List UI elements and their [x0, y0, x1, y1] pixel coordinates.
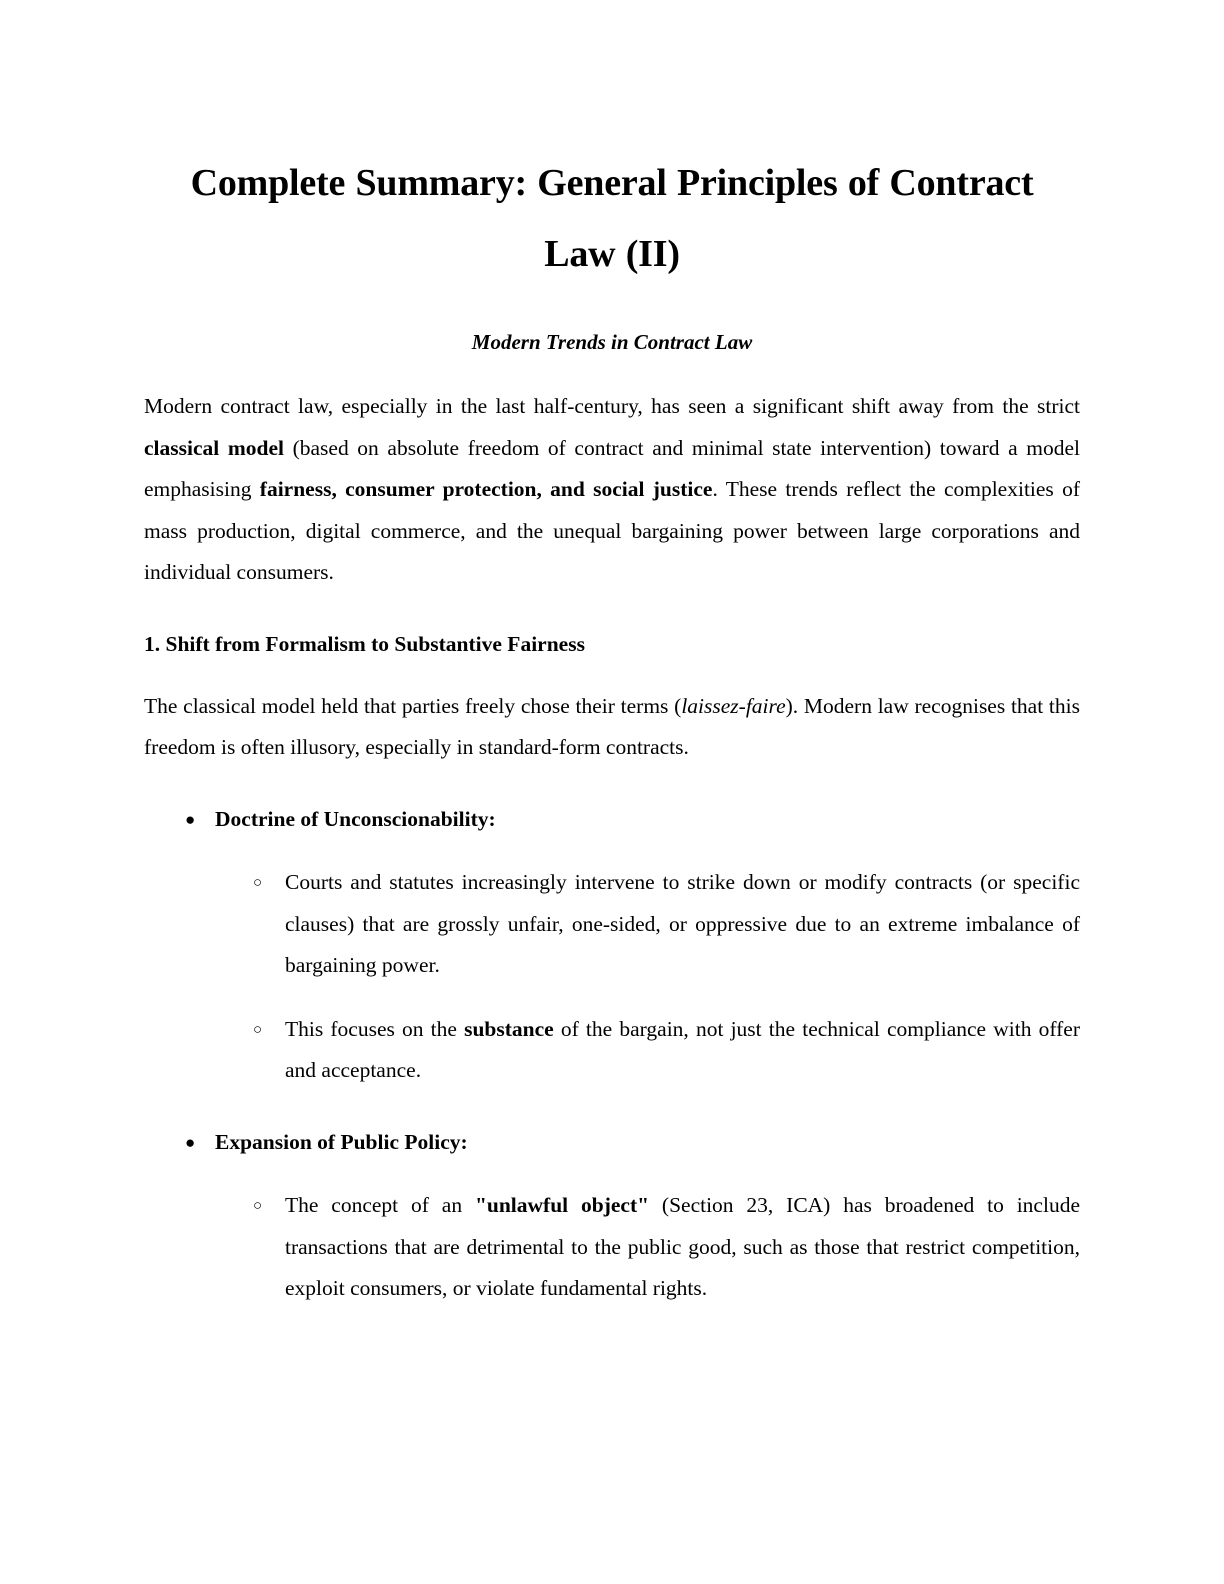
sub-list-item	[144, 1185, 1080, 1310]
bullet-filled-circle-icon: ●	[185, 809, 196, 829]
sub-list-item	[144, 862, 1080, 987]
section-heading-1: 1. Shift from Formalism to Substantive Fairness	[144, 631, 585, 656]
page-title: Complete Summary: General Principles of Contract Law (II)	[190, 162, 1034, 275]
bullet-hollow-circle-icon: ○	[253, 875, 263, 891]
document-subtitle: Modern Trends in Contract Law	[471, 330, 753, 354]
list-item-label: Doctrine of Unconscionability:	[215, 806, 496, 831]
list-item-label: Expansion of Public Policy:	[215, 1129, 468, 1154]
sub-list-item-text: This focuses on the substance of the bargain, not just the technical compliance with offer and acceptance.	[285, 1016, 1080, 1082]
sub-list-item-text: The concept of an "unlawful object" (Section 23, ICA) has broadened to include transactions that are detrimental to the public good, such as those that restrict competition, exploit consumers, or violate fundamental rights.	[285, 1193, 1080, 1300]
list-item	[144, 799, 1080, 841]
sub-list-item-text: Courts and statutes increasingly intervene to strike down or modify contracts (or specific clauses) that are grossly unfair, one-sided, or oppressive due to an extreme imbalance of bargaining power.	[285, 870, 1080, 977]
section-1-paragraph: The classical model held that parties freely chose their terms (laissez-faire). Modern law recognises that this freedom is often illusory, especially in standard-form contracts.	[144, 693, 1080, 759]
bullet-filled-circle-icon: ●	[185, 1132, 196, 1152]
sub-list-item	[144, 1009, 1080, 1092]
document-content	[144, 148, 1080, 1310]
list-item	[144, 1122, 1080, 1164]
bullet-hollow-circle-icon: ○	[253, 1198, 263, 1214]
intro-paragraph: Modern contract law, especially in the last half-century, has seen a significant shift away from the strict classical model (based on absolute freedom of contract and minimal state intervention) toward a model emphasising fairness, consumer protection, and social justice. These trends reflect the complexities of mass production, digital commerce, and the unequal bargaining power between large corporations and individual consumers.	[144, 394, 1081, 584]
bullet-hollow-circle-icon: ○	[253, 1021, 263, 1038]
